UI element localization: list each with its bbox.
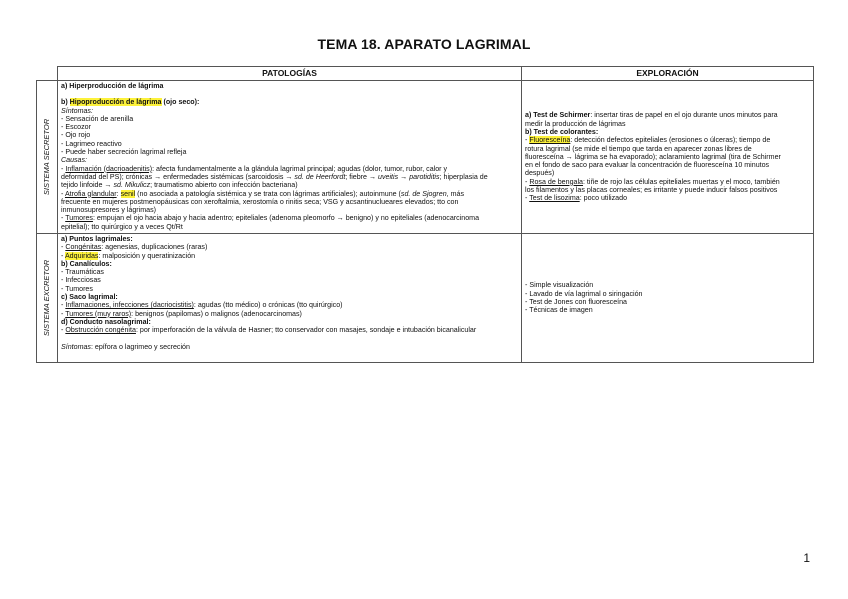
fluoresceina-line-5: después) [525, 169, 555, 178]
arrow-icon: → [565, 152, 573, 161]
sintomas-label: Síntomas: [61, 106, 93, 115]
saco-lagrimal-heading: c) Saco lagrimal: [61, 293, 118, 302]
atrofia-line-2: frecuente en mujeres postmenopáusicas con xeroftalmia, xerostomía o rinitis seca; VSG y acsantinuclueares elevados; tto con [61, 197, 459, 206]
page-number: 1 [803, 551, 810, 565]
excretor-exploracion-cell [522, 234, 814, 363]
side-label-secretor: SISTEMA SECRETOR [41, 118, 51, 196]
schirmer-line-1: a) Test de Schirmer: insertar tiras de papel en el ojo durante unos minutos para [525, 111, 778, 120]
canaliculo-item: - Traumáticas [61, 268, 104, 277]
atrofia-line-1: - Atrofia glandular: senil (no asociada a patología sistémica y se trata con lágrimas artificiales); autoinmune (sd. de Sjogren, más [61, 189, 465, 198]
hipoproduccion-highlight: Hipoproducción de lágrima [69, 98, 162, 107]
adquiridas-line: - Adquiridas: malposición y queratinización [61, 251, 196, 260]
side-cell-secretor [37, 81, 58, 234]
side-label-excretor: SISTEMA EXCRETOR [41, 259, 51, 337]
arrow-icon: → [285, 172, 293, 181]
excretor-patologias-cell [58, 234, 522, 363]
exploracion-item: - Simple visualización [525, 281, 594, 290]
lisozima-line: - Test de lisozima: poco utilizado [525, 194, 628, 203]
inflamaciones-line: - Inflamaciones, infecciones (dacriocistitis): agudas (tto médico) o crónicas (tto quirúrgico) [61, 301, 343, 310]
colorantes-heading: b) Test de colorantes: [525, 127, 599, 136]
senil-highlight: senil [120, 189, 136, 198]
sintoma-item: - Ojo rojo [61, 131, 91, 140]
secretor-patologias-cell [58, 81, 522, 234]
header-exploracion: EXPLORACIÓN [522, 67, 814, 81]
tumores-line-2: epitelial); tto quirúrgico y a veces Qt/Rt [61, 222, 183, 231]
sintoma-item: - Lagrimeo reactivo [61, 139, 122, 148]
row-excretor [37, 234, 814, 363]
obstruccion-line: - Obstrucción congénita: por imperforación de la válvula de Hasner; tto conservador con masajes, sondaje e intubación bicanalicular [61, 326, 477, 335]
exploracion-item: - Lavado de vía lagrimal o siringación [525, 289, 643, 298]
hipoproduccion-heading: b) Hipoproducción de lágrima (ojo seco): [61, 98, 200, 107]
secretor-exploracion-cell [522, 81, 814, 234]
exploracion-item: - Técnicas de imagen [525, 306, 593, 315]
rosa-bengala-line-1: - Rosa de bengala: tiñe de rojo las células epiteliales muertas y el moco, también [525, 177, 780, 186]
sintoma-item: - Puede haber secreción lagrimal refleja [61, 148, 187, 157]
schirmer-line-2: medir la producción de lágrimas [525, 119, 626, 128]
arrow-icon: → [104, 181, 112, 190]
page-title: TEMA 18. APARATO LAGRIMAL [317, 36, 531, 52]
pathology-table [36, 66, 814, 363]
sintoma-item: - Escozor [61, 123, 91, 132]
excretor-sintomas-line: Síntomas: epífora o lagrimeo y secreción [61, 342, 190, 351]
exploracion-item: - Test de Jones con fluoresceína [525, 298, 627, 306]
arrow-icon: → [368, 172, 377, 181]
header-patologias: PATOLOGÍAS [58, 67, 522, 81]
side-cell-excretor [37, 234, 58, 363]
fluoresceina-line-2: rotura lagrimal (se mide el tiempo que tarda en aparecer zonas libres de [525, 144, 752, 153]
header-blank-cell [37, 67, 58, 81]
hiperproduccion-heading: a) Hiperproducción de lágrima [61, 82, 164, 90]
inflamacion-line-3: tejido linfoide → sd. Mikulicz; traumatismo abierto con infección bacteriana) [61, 181, 298, 190]
fluoresceina-line-3: fluoresceína → lágrima se ha evaporado); aclaramiento lagrimal (tira de Schirmer [525, 152, 781, 161]
puntos-lagrimales-heading: a) Puntos lagrimales: [61, 235, 133, 243]
causas-label: Causas: [61, 156, 88, 165]
row-secretor [37, 81, 814, 234]
conducto-heading: d) Conducto nasolagrimal: [61, 317, 151, 326]
canaliculo-item: - Tumores [61, 284, 93, 293]
canaliculo-item: - Infecciosas [61, 276, 101, 285]
inflamacion-line-2: deformidad del PS); crónicas → enfermedades sistémicas (sarcoidosis → sd. de Heerfordt; fiebre → uveitis → parotiditis; hiperplasia de [61, 172, 488, 181]
sintoma-item: - Sensación de arenilla [61, 114, 134, 123]
inflamacion-line-1: - Inflamación (dacrioadenitis): afecta fundamentalmente a la glándula lagrimal principal; agudas (dolor, tumor, rubor, calor y [61, 164, 448, 173]
adquiridas-highlight: Adquiridas [64, 251, 99, 260]
arrow-icon: → [400, 172, 408, 181]
tumores-line-1: - Tumores: empujan el ojo hacia abajo y hacia adentro; epiteliales (adenoma pleomorfo → benigno) y no epiteliales (adenocarcinoma [61, 214, 480, 223]
congenitas-line: - Congénitas: agenesias, duplicaciones (raras) [61, 243, 208, 252]
atrofia-line-3: inmunosupresores y lágrimas) [61, 206, 157, 215]
canaliculos-heading: b) Canalículos: [61, 259, 112, 268]
fluoresceina-line-1: - Fluoresceína: detección defectos epiteliales (erosiones o úlceras); tiempo de [525, 136, 771, 145]
rosa-bengala-line-2: los filamentos y las placas corneales; es irritante y puede inducir falsos positivos [525, 186, 778, 195]
fluoresceina-line-4: en el fondo de saco para evaluar la concentración de fluoresceína 10 minutos [525, 161, 770, 170]
saco-tumores-line: - Tumores (muy raros): benignos (papilomas) o malignos (adenocarcinomas) [61, 309, 302, 318]
fluoresceina-highlight: Fluoresceína [529, 136, 571, 145]
arrow-icon: → [336, 214, 344, 223]
header-row [37, 67, 814, 81]
arrow-icon: → [154, 172, 162, 181]
